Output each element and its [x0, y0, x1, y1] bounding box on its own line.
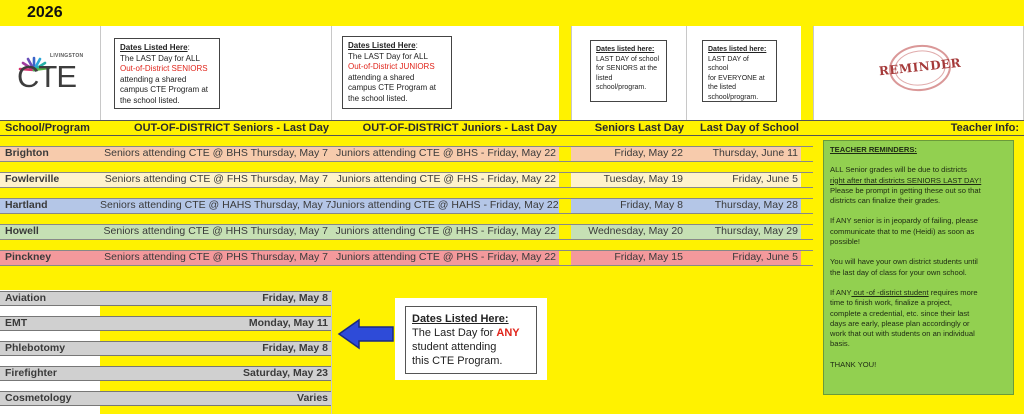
school-row — [0, 198, 813, 214]
filler-row — [0, 188, 813, 198]
school-name: Brighton — [5, 147, 49, 159]
filler-row — [0, 240, 813, 250]
title-bar — [0, 0, 1024, 26]
program-last-day: Monday, May 11 — [248, 317, 328, 329]
program-name: Aviation — [5, 292, 47, 304]
reminder-stamp — [872, 42, 968, 94]
teacher-reminders-panel: TEACHER REMINDERS: ALL Senior grades will be due to districts right after that districts SENIORS LAST DAY! Please be prompt in getting these out so that districts can finalize their grades. If ANY senior is in jeopardy of failing, please communicate that to me (Heidi) as soon as possible! You will have your own district students until the last day of class for your own school. If ANY out -of -district student requires more time to finish work, finalize a project, complete a credential, etc. since their last days are early, please plan accordingly or work that out with students on an individual basis. THANK YOU! — [823, 140, 1014, 395]
reminder-stamp-text: REMINDER — [878, 55, 962, 79]
program-last-day: Friday, May 8 — [262, 292, 328, 304]
teacher-reminders-title: TEACHER REMINDERS: — [830, 145, 917, 154]
header-school: School/Program — [5, 122, 90, 134]
juniors-cte-date: Juniors attending CTE @ HHS - Friday, May 22 — [335, 225, 556, 237]
header-last-school: Last Day of School — [699, 122, 799, 134]
juniors-cte-date: Juniors attending CTE @ FHS - Friday, May 22 — [336, 173, 556, 185]
juniors-cte-date: Juniors attending CTE @ PHS - Friday, May 22 — [336, 251, 556, 263]
program-last-day: Friday, May 8 — [262, 342, 328, 354]
juniors-cte-date: Juniors attending CTE @ BHS - Friday, May 22 — [336, 147, 556, 159]
school-row — [0, 224, 813, 240]
seniors-last-day: Friday, May 22 — [614, 147, 683, 159]
school-row — [0, 172, 813, 188]
filler-row — [0, 136, 813, 146]
program-name: EMT — [5, 317, 28, 329]
program-row — [0, 316, 331, 331]
header-seniors-last: Seniors Last Day — [594, 122, 684, 134]
logo-text: CTE — [17, 59, 76, 94]
school-last-day: Thursday, June 11 — [712, 147, 798, 159]
filler-row — [0, 214, 813, 224]
seniors-cte-date: Seniors attending CTE @ HAHS Thursday, May 7 — [100, 199, 332, 211]
logo-small-text: LIVINGSTON — [50, 53, 84, 59]
filler-row — [0, 266, 813, 290]
program-row — [0, 341, 331, 356]
grid-line — [331, 290, 332, 414]
school-row — [0, 146, 813, 162]
seniors-last-day: Wednesday, May 20 — [588, 225, 683, 237]
program-last-day: Saturday, May 23 — [242, 367, 328, 379]
spacer-column — [801, 26, 813, 120]
juniors-cte-date: Juniors attending CTE @ HAHS - Friday, May 22 — [331, 199, 559, 211]
school-last-day: Friday, June 5 — [732, 173, 798, 185]
school-name: Pinckney — [5, 251, 52, 263]
school-last-day: Thursday, May 28 — [714, 199, 798, 211]
seniors-last-day-note: Dates listed here: LAST DAY of school for SENIORS at the listed school/program. — [590, 40, 667, 102]
school-row — [0, 250, 813, 266]
seniors-cte-date: Seniors attending CTE @ FHS Thursday, May 7 — [104, 173, 328, 185]
school-last-day: Friday, June 5 — [732, 251, 798, 263]
arrow-left-icon — [337, 317, 395, 351]
header-juniors: OUT-OF-DISTRICT Juniors - Last Day — [362, 122, 557, 134]
cte-logo — [8, 38, 92, 94]
program-row — [0, 391, 331, 406]
school-name: Fowlerville — [5, 173, 60, 185]
filler-row — [0, 162, 813, 172]
seniors-last-day: Friday, May 8 — [620, 199, 683, 211]
program-note-heading: Dates Listed Here: — [412, 313, 509, 325]
program-name: Firefighter — [5, 367, 57, 379]
program-last-day: Varies — [297, 392, 328, 404]
juniors-dates-note: Dates Listed Here: The LAST Day for ALL Out-of-District JUNIORS attending a shared campus CTE Program at the school listed. — [342, 36, 452, 109]
program-dates-note: Dates Listed Here: The Last Day for ANY student attending this CTE Program. — [395, 298, 547, 380]
school-last-day: Thursday, May 29 — [714, 225, 798, 237]
program-name: Cosmetology — [5, 392, 72, 404]
seniors-cte-date: Seniors attending CTE @ HHS Thursday, May 7 — [103, 225, 328, 237]
school-name: Hartland — [5, 199, 48, 211]
seniors-last-day: Friday, May 15 — [614, 251, 683, 263]
seniors-last-day: Tuesday, May 19 — [603, 173, 683, 185]
everyone-last-day-note: Dates listed here: LAST DAY of school for EVERYONE at the listed school/program. — [702, 40, 777, 102]
spacer-column — [559, 26, 571, 120]
school-name: Howell — [5, 225, 39, 237]
program-name: Phlebotomy — [5, 342, 66, 354]
program-row — [0, 291, 331, 306]
seniors-dates-note: Dates Listed Here: The LAST Day for ALL Out-of-District SENIORS attending a shared campus CTE Program at the school listed. — [114, 38, 220, 109]
header-seniors: OUT-OF-DISTRICT Seniors - Last Day — [134, 122, 329, 134]
header-teacher: Teacher Info: — [950, 122, 1019, 134]
seniors-cte-date: Seniors attending CTE @ PHS Thursday, May 7 — [104, 251, 328, 263]
program-row — [0, 366, 331, 381]
seniors-cte-date: Seniors attending CTE @ BHS Thursday, May 7 — [104, 147, 328, 159]
year-title: 2026 — [27, 4, 63, 21]
